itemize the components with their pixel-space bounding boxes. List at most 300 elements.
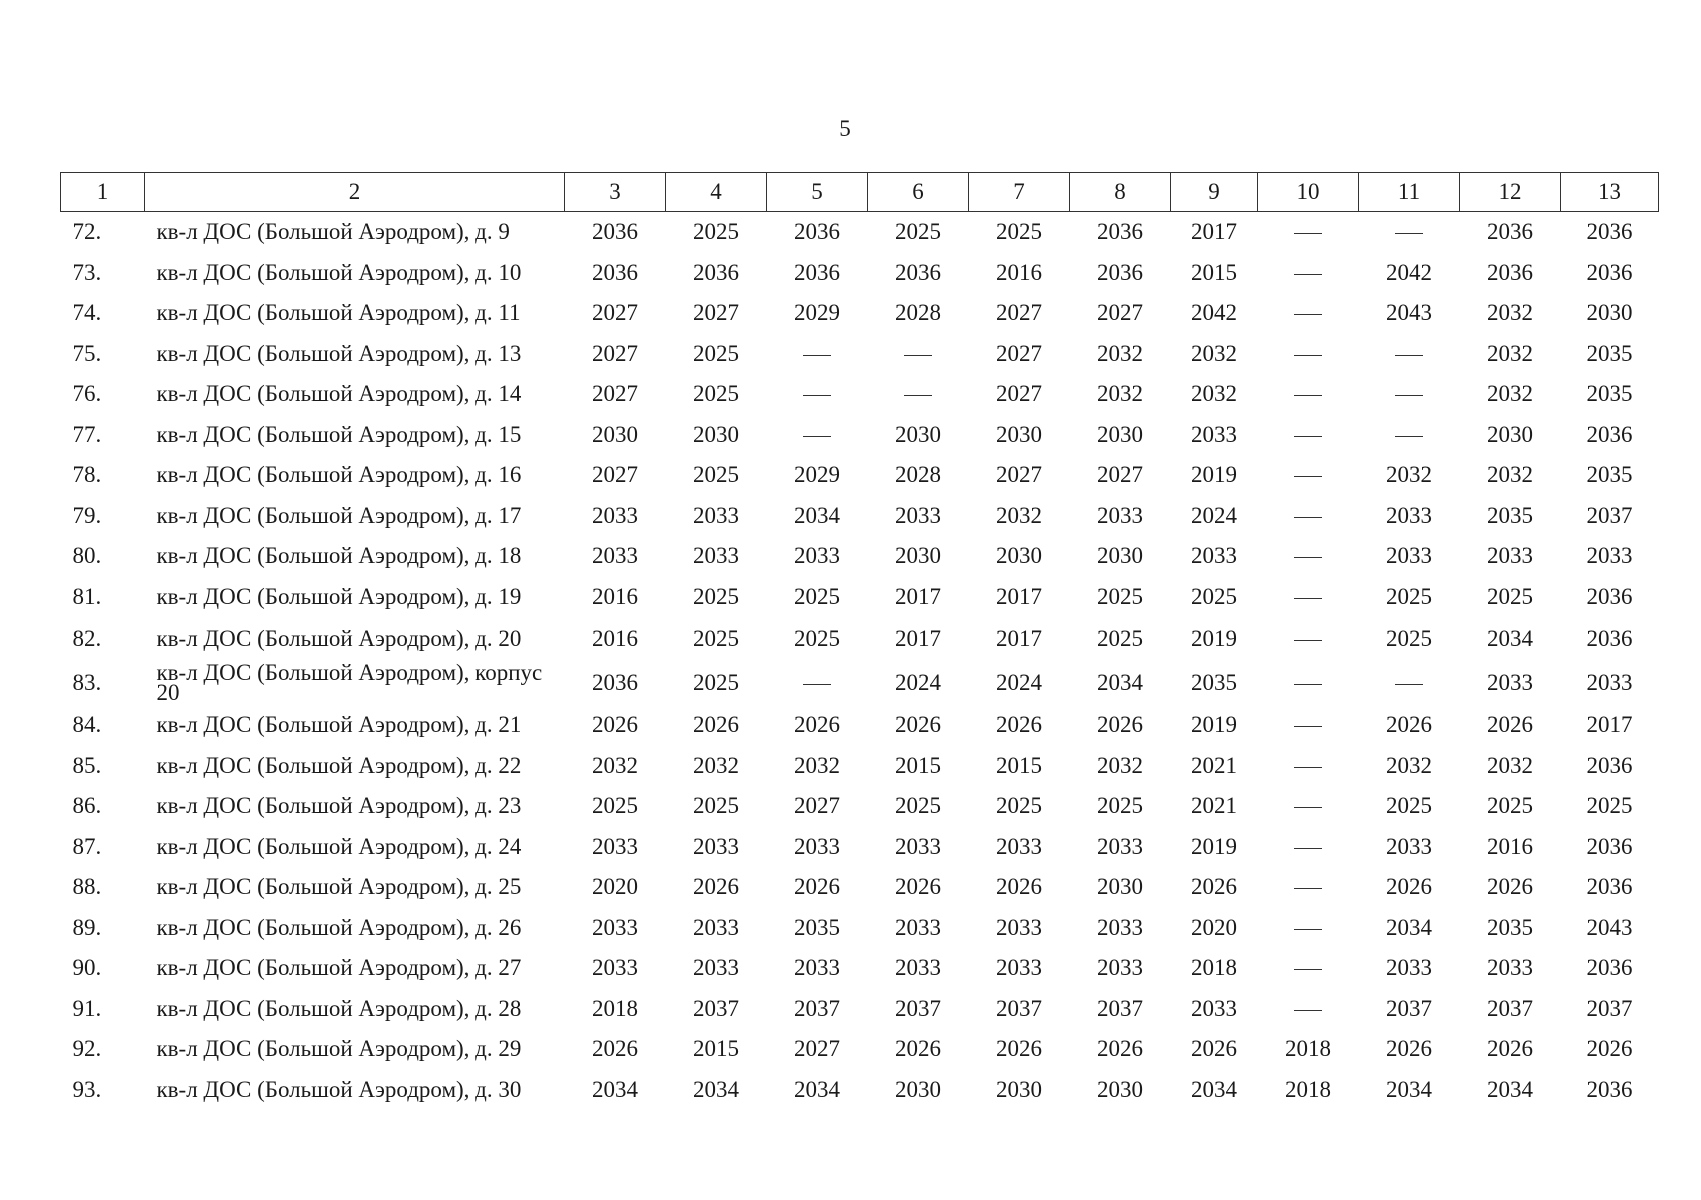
year-cell: 2032 (996, 502, 1042, 528)
year-cell: 2036 (1097, 219, 1143, 245)
year-cell: 2025 (693, 670, 739, 695)
year-cell: 2015 (1191, 259, 1237, 285)
year-cell: 2035 (1586, 340, 1633, 366)
year-cell: 2033 (794, 955, 840, 981)
column-header: 7 (969, 173, 1070, 212)
year-cell: 2027 (996, 340, 1042, 366)
year-cell: 2033 (1386, 502, 1432, 528)
year-cell: 2037 (1487, 995, 1533, 1021)
year-cell: 2033 (693, 955, 739, 981)
row-number: 77. (72, 421, 102, 447)
year-cell: 2019 (1191, 462, 1237, 488)
year-cell: 2033 (895, 833, 941, 859)
year-cell: 2033 (996, 914, 1042, 940)
dash-icon (904, 355, 932, 356)
year-cell: 2034 (592, 1076, 638, 1102)
row-number: 81. (72, 583, 102, 609)
year-cell: 2037 (1586, 995, 1633, 1021)
dash-icon (1294, 355, 1322, 356)
year-cell: 2026 (1386, 874, 1432, 900)
year-cell: 2035 (794, 914, 840, 940)
year-cell: 2025 (1487, 583, 1533, 609)
empty-value-cell (1258, 496, 1359, 537)
year-cell: 2030 (1097, 1076, 1143, 1102)
year-cell: 2027 (693, 300, 739, 326)
header-row (61, 173, 1659, 212)
column-header: 5 (767, 173, 868, 212)
table-row (61, 989, 1659, 1030)
empty-value-cell (1359, 374, 1460, 415)
year-cell: 2036 (895, 259, 941, 285)
year-cell: 2026 (1586, 1036, 1633, 1062)
year-cell: 2036 (1586, 1076, 1633, 1102)
year-cell: 2030 (996, 543, 1042, 569)
year-cell: 2033 (1586, 670, 1633, 695)
column-header: 1 (61, 173, 145, 212)
year-cell: 2036 (1487, 259, 1533, 285)
address-cell: кв-л ДОС (Большой Аэродром), д. 29 (156, 1036, 522, 1062)
year-cell: 2016 (996, 259, 1042, 285)
year-cell: 2026 (996, 874, 1042, 900)
empty-value-cell (1258, 415, 1359, 456)
year-cell: 2030 (1097, 874, 1143, 900)
empty-value-cell (767, 661, 868, 705)
empty-value-cell (1258, 989, 1359, 1030)
dash-icon (1395, 355, 1423, 356)
address-cell: кв-л ДОС (Большой Аэродром), д. 17 (156, 502, 522, 528)
dash-icon (1395, 395, 1423, 396)
address-cell: кв-л ДОС (Большой Аэродром), корпус 20 (156, 660, 543, 705)
empty-value-cell (868, 374, 969, 415)
year-cell: 2032 (1487, 381, 1533, 407)
year-cell: 2033 (693, 914, 739, 940)
year-cell: 2032 (1487, 462, 1533, 488)
dash-icon (1294, 726, 1322, 727)
dash-icon (1294, 848, 1322, 849)
column-header: 6 (868, 173, 969, 212)
dash-icon (1294, 598, 1322, 599)
dash-icon (1294, 929, 1322, 930)
dash-icon (1294, 274, 1322, 275)
empty-value-cell (1258, 705, 1359, 746)
year-cell: 2033 (592, 914, 638, 940)
table-row (61, 577, 1659, 618)
row-number: 82. (72, 626, 102, 651)
year-cell: 2025 (1097, 793, 1143, 819)
year-cell: 2036 (1586, 219, 1633, 245)
year-cell: 2025 (1487, 793, 1533, 819)
address-cell: кв-л ДОС (Большой Аэродром), д. 11 (156, 300, 521, 326)
year-cell: 2034 (1386, 914, 1432, 940)
year-cell: 2015 (895, 752, 941, 778)
year-cell: 2032 (1097, 381, 1143, 407)
row-number: 74. (72, 300, 102, 326)
table-row (61, 415, 1659, 456)
dash-icon (1294, 314, 1322, 315)
year-cell: 2027 (794, 793, 840, 819)
year-cell: 2016 (592, 583, 638, 609)
year-cell: 2026 (895, 712, 941, 738)
year-cell: 2035 (1586, 381, 1633, 407)
year-cell: 2017 (895, 626, 941, 651)
row-number: 89. (72, 914, 102, 940)
year-cell: 2034 (1487, 626, 1533, 651)
dash-icon (1294, 436, 1322, 437)
year-cell: 2025 (693, 381, 739, 407)
year-cell: 2026 (1191, 1036, 1237, 1062)
dash-icon (1294, 395, 1322, 396)
row-number: 79. (72, 502, 102, 528)
dash-icon (803, 395, 831, 396)
year-cell: 2034 (794, 1076, 840, 1102)
year-cell: 2030 (895, 421, 941, 447)
year-cell: 2020 (592, 874, 638, 900)
address-cell: кв-л ДОС (Большой Аэродром), д. 25 (156, 874, 522, 900)
address-cell: кв-л ДОС (Большой Аэродром), д. 24 (156, 833, 522, 859)
year-cell: 2034 (1487, 1076, 1533, 1102)
address-cell: кв-л ДОС (Большой Аэродром), д. 27 (156, 955, 522, 981)
table-row (61, 948, 1659, 989)
year-cell: 2032 (1487, 300, 1533, 326)
year-cell: 2026 (1386, 1036, 1432, 1062)
year-cell: 2025 (592, 793, 638, 819)
row-number: 84. (72, 712, 102, 738)
dash-icon (803, 684, 831, 685)
empty-value-cell (1258, 577, 1359, 618)
table-row (61, 1029, 1659, 1070)
empty-value-cell (1359, 415, 1460, 456)
year-cell: 2021 (1191, 793, 1237, 819)
year-cell: 2032 (592, 752, 638, 778)
column-header: 2 (145, 173, 565, 212)
year-cell: 2033 (794, 833, 840, 859)
year-cell: 2032 (1386, 752, 1432, 778)
row-number: 90. (72, 955, 102, 981)
year-cell: 2025 (895, 219, 941, 245)
address-cell: кв-л ДОС (Большой Аэродром), д. 28 (156, 995, 522, 1021)
year-cell: 2030 (895, 543, 941, 569)
year-cell: 2032 (1487, 752, 1533, 778)
year-cell: 2037 (1586, 502, 1633, 528)
year-cell: 2036 (1586, 259, 1633, 285)
address-cell: кв-л ДОС (Большой Аэродром), д. 10 (156, 259, 522, 285)
year-cell: 2034 (1191, 1076, 1237, 1102)
year-cell: 2027 (996, 381, 1042, 407)
year-cell: 2026 (1487, 1036, 1533, 1062)
year-cell: 2033 (996, 955, 1042, 981)
empty-value-cell (1258, 334, 1359, 375)
address-cell: кв-л ДОС (Большой Аэродром), д. 21 (156, 712, 522, 738)
address-cell: кв-л ДОС (Большой Аэродром), д. 23 (156, 793, 522, 819)
year-cell: 2036 (592, 219, 638, 245)
year-cell: 2019 (1191, 712, 1237, 738)
empty-value-cell (1258, 948, 1359, 989)
dash-icon (1294, 767, 1322, 768)
column-header: 9 (1171, 173, 1258, 212)
empty-value-cell (767, 334, 868, 375)
year-cell: 2026 (1097, 712, 1143, 738)
year-cell: 2017 (996, 626, 1042, 651)
year-cell: 2034 (693, 1076, 739, 1102)
year-cell: 2024 (1191, 502, 1237, 528)
year-cell: 2025 (1586, 793, 1633, 819)
table-row (61, 212, 1659, 253)
year-cell: 2032 (1386, 462, 1432, 488)
year-cell: 2032 (1487, 340, 1533, 366)
year-cell: 2025 (693, 626, 739, 651)
year-cell: 2025 (1386, 626, 1432, 651)
year-cell: 2026 (1487, 712, 1533, 738)
year-cell: 2030 (592, 421, 638, 447)
year-cell: 2036 (592, 259, 638, 285)
table-row (61, 827, 1659, 868)
year-cell: 2018 (1285, 1076, 1331, 1102)
row-number: 76. (72, 381, 102, 407)
year-cell: 2033 (895, 914, 941, 940)
year-cell: 2033 (1191, 995, 1237, 1021)
year-cell: 2035 (1487, 914, 1533, 940)
year-cell: 2025 (693, 793, 739, 819)
year-cell: 2025 (1386, 793, 1432, 819)
row-number: 92. (72, 1036, 102, 1062)
year-cell: 2026 (592, 712, 638, 738)
table-row (61, 536, 1659, 577)
year-cell: 2015 (996, 752, 1042, 778)
page-number: 5 (839, 116, 851, 141)
row-number: 72. (72, 219, 102, 245)
row-number: 83. (72, 670, 102, 695)
year-cell: 2036 (794, 219, 840, 245)
year-cell: 2036 (1586, 955, 1633, 981)
year-cell: 2036 (592, 670, 638, 695)
year-cell: 2030 (1097, 421, 1143, 447)
row-number: 85. (72, 752, 102, 778)
year-cell: 2035 (1191, 670, 1237, 695)
year-cell: 2025 (1386, 583, 1432, 609)
year-cell: 2025 (794, 626, 840, 651)
empty-value-cell (1258, 253, 1359, 294)
year-cell: 2017 (1586, 712, 1633, 738)
year-cell: 2036 (1586, 874, 1633, 900)
year-cell: 2033 (693, 543, 739, 569)
column-header: 3 (565, 173, 666, 212)
year-cell: 2036 (693, 259, 739, 285)
row-number: 73. (72, 259, 102, 285)
empty-value-cell (1258, 212, 1359, 253)
year-cell: 2032 (1191, 340, 1237, 366)
year-cell: 2033 (794, 543, 840, 569)
year-cell: 2028 (895, 300, 941, 326)
table-row (61, 455, 1659, 496)
year-cell: 2033 (1386, 955, 1432, 981)
year-cell: 2033 (1386, 543, 1432, 569)
year-cell: 2026 (996, 712, 1042, 738)
year-cell: 2027 (996, 462, 1042, 488)
row-number: 88. (72, 874, 102, 900)
year-cell: 2027 (1097, 300, 1143, 326)
year-cell: 2033 (1487, 670, 1533, 695)
year-cell: 2033 (592, 955, 638, 981)
year-cell: 2033 (693, 502, 739, 528)
year-cell: 2016 (1487, 833, 1533, 859)
table-row (61, 496, 1659, 537)
year-cell: 2033 (1097, 914, 1143, 940)
year-cell: 2026 (1487, 874, 1533, 900)
column-header: 11 (1359, 173, 1460, 212)
year-cell: 2021 (1191, 752, 1237, 778)
year-cell: 2042 (1191, 300, 1237, 326)
year-cell: 2030 (1487, 421, 1533, 447)
year-cell: 2026 (1386, 712, 1432, 738)
year-cell: 2026 (794, 712, 840, 738)
year-cell: 2025 (794, 583, 840, 609)
address-cell: кв-л ДОС (Большой Аэродром), д. 20 (156, 626, 522, 651)
year-cell: 2033 (592, 833, 638, 859)
table-row (61, 746, 1659, 787)
year-cell: 2030 (693, 421, 739, 447)
year-cell: 2026 (895, 1036, 941, 1062)
year-cell: 2025 (693, 219, 739, 245)
year-cell: 2027 (592, 340, 638, 366)
dash-icon (1294, 640, 1322, 641)
year-cell: 2032 (1191, 381, 1237, 407)
empty-value-cell (1258, 867, 1359, 908)
address-cell: кв-л ДОС (Большой Аэродром), д. 30 (156, 1076, 522, 1102)
table-row (61, 293, 1659, 334)
year-cell: 2026 (1191, 874, 1237, 900)
dash-icon (1395, 436, 1423, 437)
address-cell: кв-л ДОС (Большой Аэродром), д. 14 (156, 381, 522, 407)
schedule-table (60, 172, 1659, 1110)
year-cell: 2025 (693, 462, 739, 488)
year-cell: 2019 (1191, 626, 1237, 651)
year-cell: 2018 (1191, 955, 1237, 981)
dash-icon (803, 436, 831, 437)
year-cell: 2033 (1097, 955, 1143, 981)
empty-value-cell (1258, 746, 1359, 787)
table-body (61, 212, 1659, 1111)
dash-icon (1294, 1010, 1322, 1011)
year-cell: 2027 (592, 462, 638, 488)
year-cell: 2043 (1386, 300, 1432, 326)
year-cell: 2027 (592, 381, 638, 407)
year-cell: 2025 (1191, 583, 1237, 609)
dash-icon (904, 395, 932, 396)
address-cell: кв-л ДОС (Большой Аэродром), д. 19 (156, 583, 522, 609)
address-cell: кв-л ДОС (Большой Аэродром), д. 16 (156, 462, 522, 488)
year-cell: 2026 (1097, 1036, 1143, 1062)
year-cell: 2037 (693, 995, 739, 1021)
empty-value-cell (1258, 293, 1359, 334)
row-number: 75. (72, 340, 102, 366)
year-cell: 2035 (1487, 502, 1533, 528)
table-row (61, 786, 1659, 827)
column-header: 12 (1460, 173, 1561, 212)
year-cell: 2033 (592, 543, 638, 569)
year-cell: 2032 (1097, 752, 1143, 778)
year-cell: 2027 (1097, 462, 1143, 488)
empty-value-cell (1258, 827, 1359, 868)
year-cell: 2030 (895, 1076, 941, 1102)
year-cell: 2027 (794, 1036, 840, 1062)
year-cell: 2033 (1487, 955, 1533, 981)
dash-icon (1294, 888, 1322, 889)
empty-value-cell (1359, 334, 1460, 375)
year-cell: 2032 (1097, 340, 1143, 366)
year-cell: 2026 (693, 712, 739, 738)
year-cell: 2033 (996, 833, 1042, 859)
year-cell: 2028 (895, 462, 941, 488)
empty-value-cell (1359, 661, 1460, 705)
year-cell: 2037 (1097, 995, 1143, 1021)
year-cell: 2017 (895, 583, 941, 609)
empty-value-cell (1258, 374, 1359, 415)
table-row (61, 705, 1659, 746)
year-cell: 2033 (1487, 543, 1533, 569)
year-cell: 2034 (1386, 1076, 1432, 1102)
address-cell: кв-л ДОС (Большой Аэродром), д. 13 (156, 340, 522, 366)
row-number: 78. (72, 462, 102, 488)
row-number: 80. (72, 543, 102, 569)
table-row (61, 908, 1659, 949)
empty-value-cell (1258, 617, 1359, 661)
year-cell: 2025 (1097, 626, 1143, 651)
year-cell: 2032 (693, 752, 739, 778)
year-cell: 2033 (1097, 833, 1143, 859)
year-cell: 2017 (1191, 219, 1237, 245)
year-cell: 2016 (592, 626, 638, 651)
column-header: 13 (1561, 173, 1659, 212)
year-cell: 2019 (1191, 833, 1237, 859)
address-cell: кв-л ДОС (Большой Аэродром), д. 9 (156, 219, 510, 245)
empty-value-cell (767, 415, 868, 456)
year-cell: 2033 (1191, 543, 1237, 569)
year-cell: 2025 (693, 583, 739, 609)
dash-icon (1294, 517, 1322, 518)
table-row (61, 374, 1659, 415)
year-cell: 2030 (1097, 543, 1143, 569)
dash-icon (1395, 233, 1423, 234)
year-cell: 2036 (1586, 421, 1633, 447)
year-cell: 2026 (592, 1036, 638, 1062)
dash-icon (1294, 476, 1322, 477)
year-cell: 2035 (1586, 462, 1633, 488)
address-cell: кв-л ДОС (Большой Аэродром), д. 18 (156, 543, 522, 569)
year-cell: 2025 (895, 793, 941, 819)
year-cell: 2025 (693, 340, 739, 366)
year-cell: 2030 (996, 1076, 1042, 1102)
year-cell: 2029 (794, 462, 840, 488)
year-cell: 2036 (1586, 626, 1633, 651)
address-cell: кв-л ДОС (Большой Аэродром), д. 26 (156, 914, 522, 940)
year-cell: 2027 (592, 300, 638, 326)
row-number: 93. (72, 1076, 102, 1102)
empty-value-cell (1258, 536, 1359, 577)
table-row (61, 334, 1659, 375)
column-header: 8 (1070, 173, 1171, 212)
empty-value-cell (1359, 212, 1460, 253)
year-cell: 2024 (996, 670, 1042, 695)
year-cell: 2025 (1097, 583, 1143, 609)
column-header: 10 (1258, 173, 1359, 212)
year-cell: 2026 (996, 1036, 1042, 1062)
year-cell: 2037 (895, 995, 941, 1021)
year-cell: 2029 (794, 300, 840, 326)
table-row (61, 617, 1659, 661)
year-cell: 2027 (996, 300, 1042, 326)
year-cell: 2033 (895, 955, 941, 981)
row-number: 86. (72, 793, 102, 819)
